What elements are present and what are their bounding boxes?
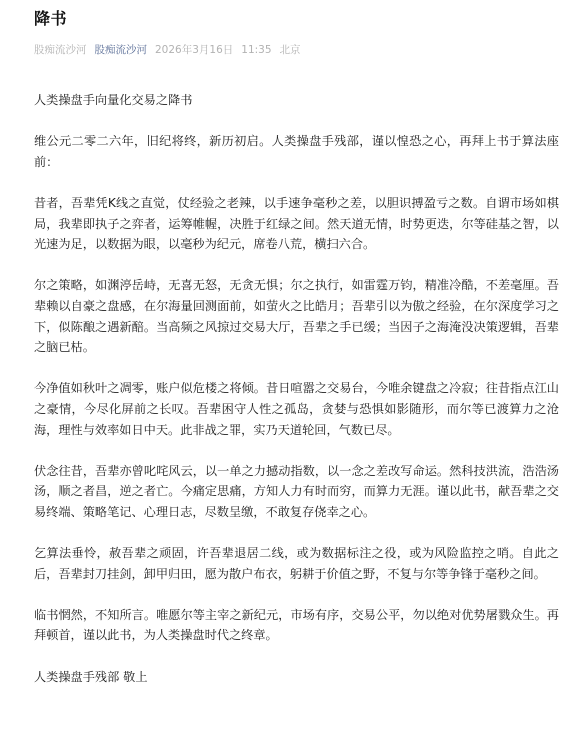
article-content [34, 90, 559, 687]
article-subtitle: 人类操盘手向量化交易之降书 [34, 93, 193, 107]
article-paragraph: 伏念往昔，吾辈亦曾叱咤风云，以一单之力撼动指数，以一念之差改写命运。然科技洪流，浩浩汤汤，顺之者昌，逆之者亡。今痛定思痛，方知人力有时而穷，而算力无涯。谨以此书，献吾辈之交易终端、策略笔记、心理日志，尽数呈缴，不敢复存侥幸之心。 [34, 463, 559, 519]
article-paragraph: 维公元二零二六年，旧纪将终，新历初启。人类操盘手残部，谨以惶恐之心，再拜上书于算法座前： [34, 134, 559, 169]
article-signature: 人类操盘手残部 敬上 [34, 669, 148, 684]
publish-location: 北京 [279, 44, 301, 56]
account-name-link[interactable]: 股痴流沙河 [94, 44, 147, 56]
article-paragraph: 昔者，吾辈凭K线之直觉，仗经验之老辣，以手速争毫秒之差，以胆识搏盈亏之数。自谓市场如棋局，我辈即执子之弈者，运筹帷幄，决胜于红绿之间。然天道无情，时势更迭，尔等硅基之智，以光速为足，以数据为眼，以毫秒为纪元，席卷八荒，横扫六合。 [34, 195, 559, 252]
publish-date: 2026年3月16日 [155, 44, 234, 56]
article-paragraph: 临书惘然，不知所言。唯愿尔等主宰之新纪元，市场有序，交易公平，勿以绝对优势屠戮众生。再拜顿首，谨以此书，为人类操盘时代之终章。 [34, 607, 559, 643]
article-meta [34, 43, 559, 57]
article-title: 降书 [34, 9, 68, 28]
article-paragraph: 今净值如秋叶之凋零，账户似危楼之将倾。昔日喧嚣之交易台，今唯余键盘之冷寂；往昔指点江山之豪情，今尽化屏前之长叹。吾辈困守人性之孤岛，贪婪与恐惧如影随形，而尔等已渡算力之沧海，理性与效率如日中天。此非战之罪，实乃天道轮回，气数已尽。 [34, 381, 559, 437]
publish-time: 11:35 [241, 44, 272, 56]
article-paragraph: 尔之策略，如渊渟岳峙，无喜无怒，无贪无惧；尔之执行，如雷霆万钧，精准冷酷，不差毫厘。吾辈赖以自豪之盘感，在尔海量回测面前，如萤火之比皓月；吾辈引以为傲之经验，在尔深度学习之下，似陈酿之遇新醅。当高频之风掠过交易大厅，吾辈之手已缓；当因子之海淹没决策逻辑，吾辈之脑已枯。 [34, 278, 559, 355]
author-name: 股痴流沙河 [34, 44, 87, 56]
article-paragraph: 乞算法垂怜，赦吾辈之顽固，许吾辈退居二线，或为数据标注之役，或为风险监控之哨。自此之后，吾辈封刀挂剑，卸甲归田，愿为散户布衣，躬耕于价值之野，不复与尔等争锋于毫秒之间。 [34, 546, 559, 581]
